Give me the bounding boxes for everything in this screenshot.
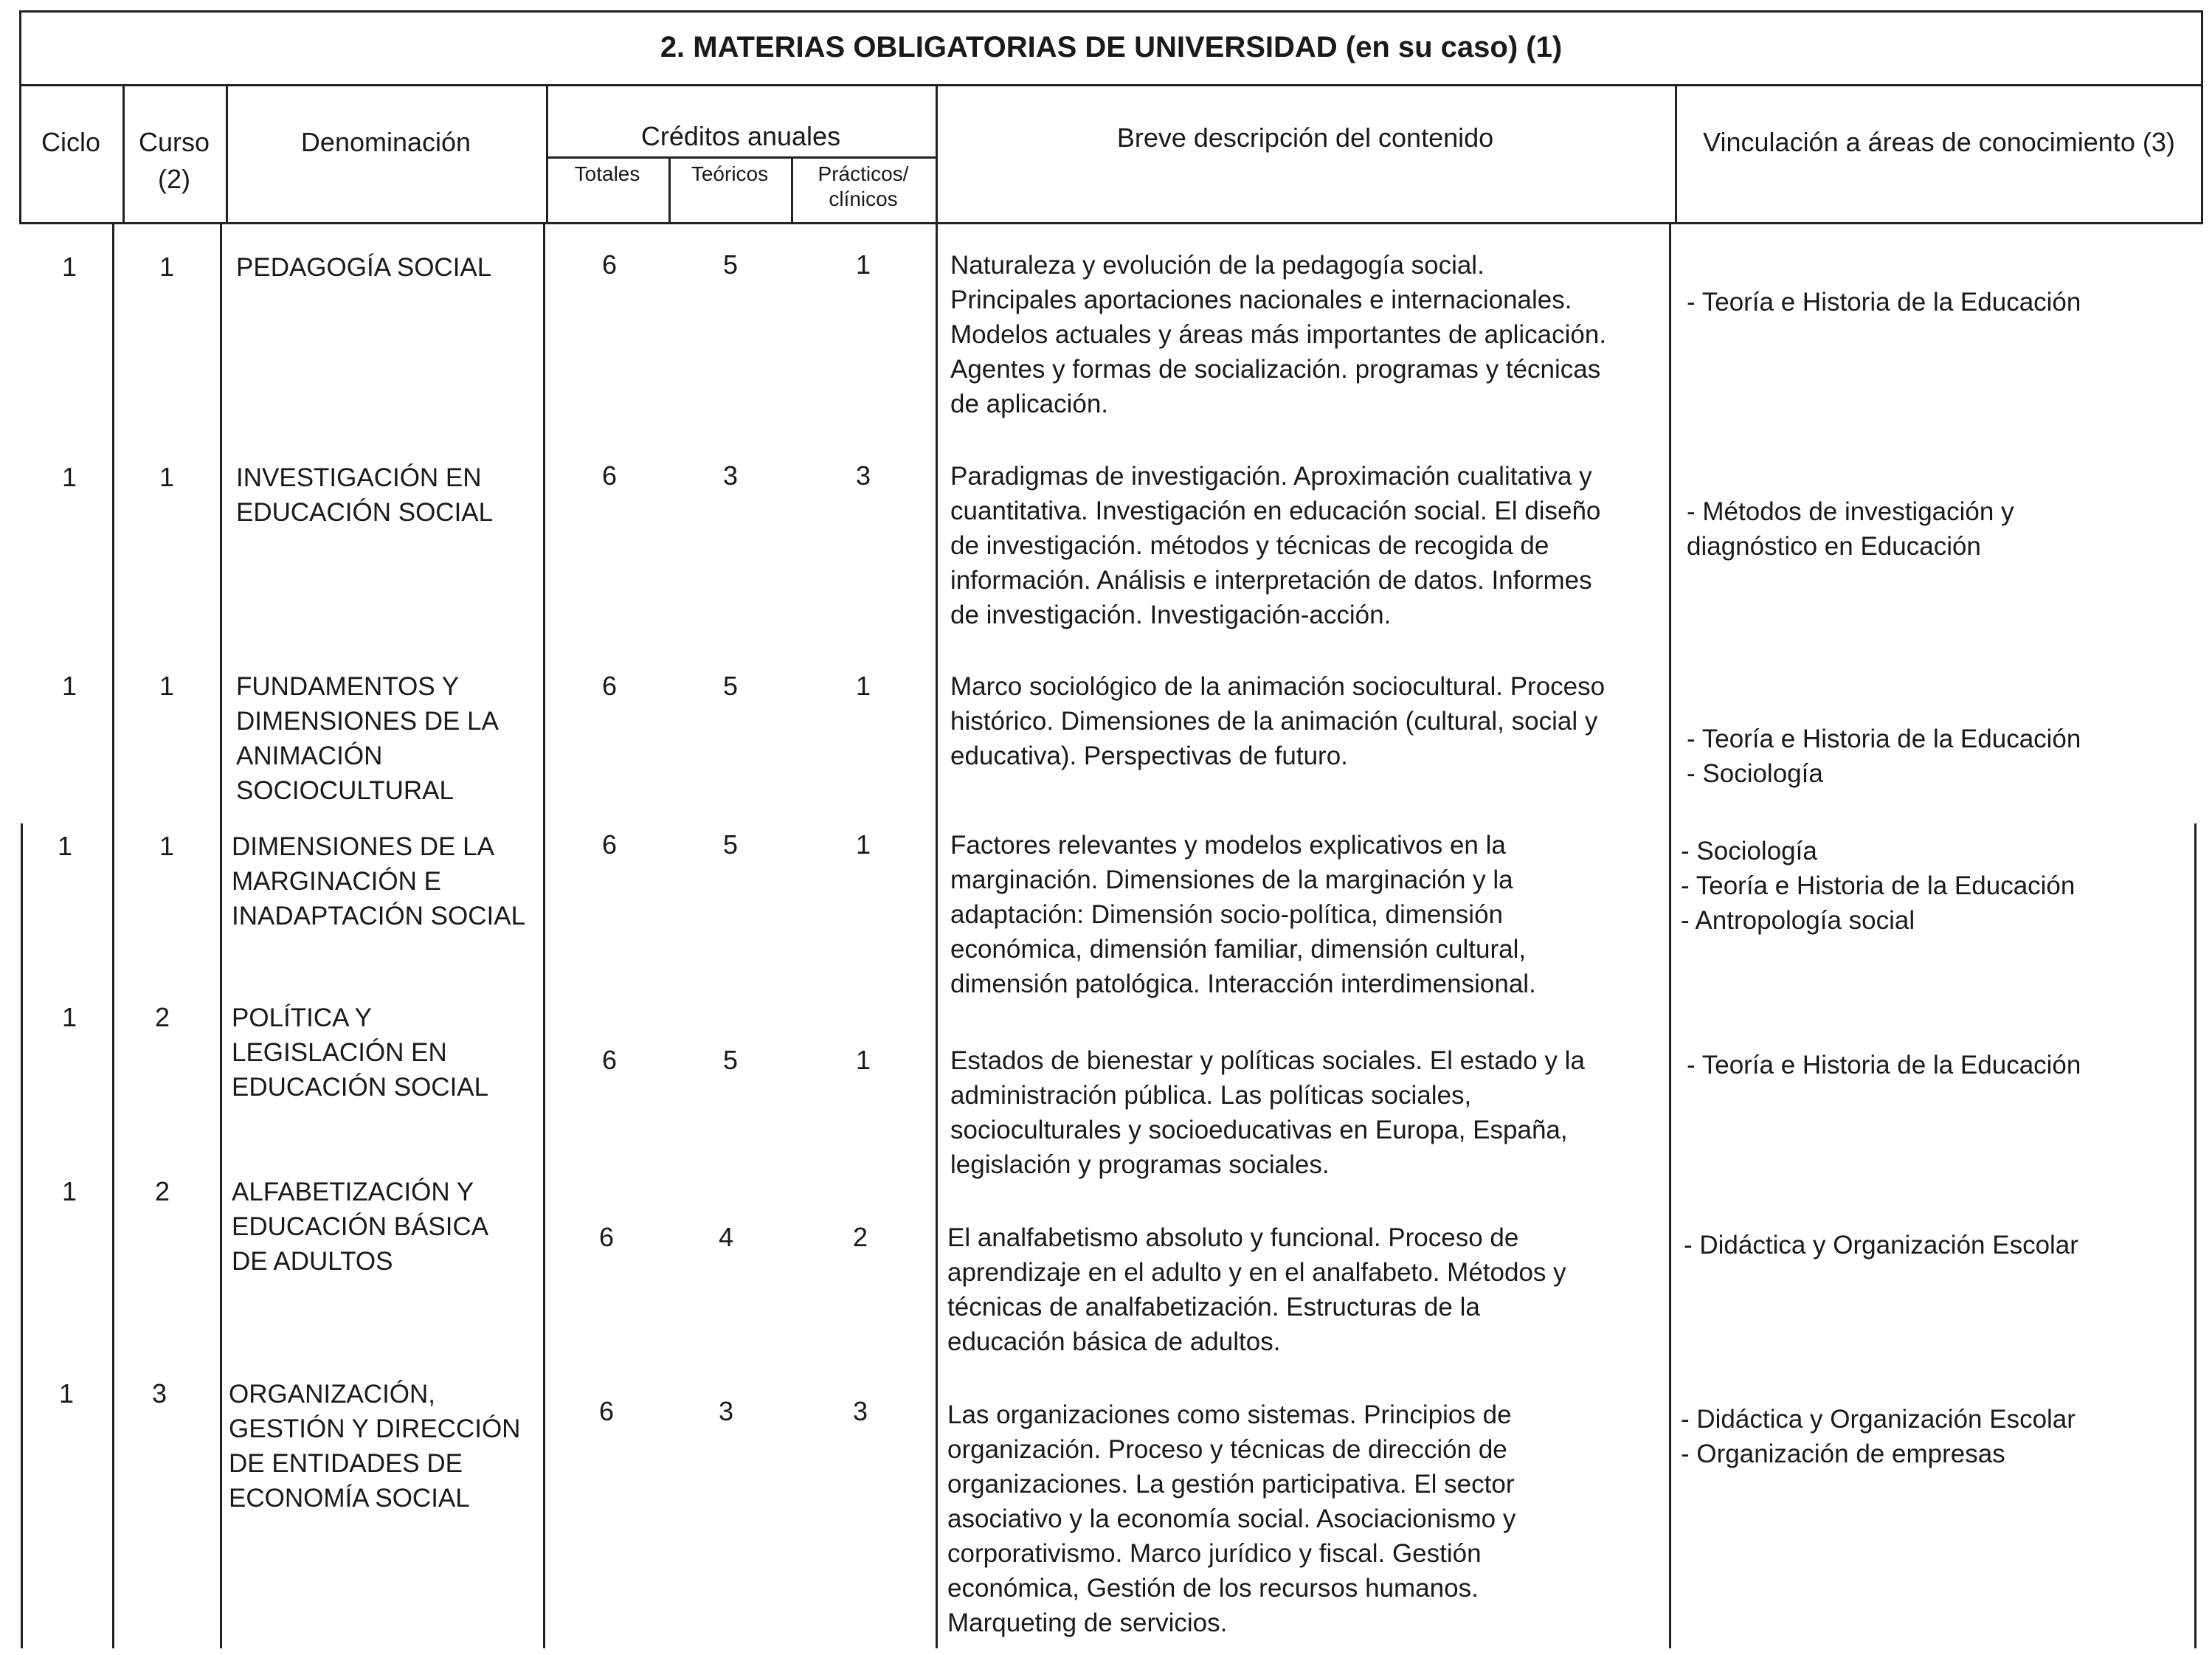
cell-teoricos: 5: [722, 671, 739, 701]
cell-practicos: 1: [855, 1045, 871, 1075]
header-teoricos: Teóricos: [691, 162, 769, 185]
cell-ciclo: 1: [61, 1002, 77, 1032]
cell-descripcion: Las organizaciones como sistemas. Principios de organización. Proceso y técnicas de dirección de organizaciones. La gestión participativa. El sector asociativo y la economía social. Asociacionismo y corporativismo. Marco jurídico y fiscal. Gestión económica, Gestión de los recursos humanos. Marqueting de servicios.: [947, 1400, 1516, 1637]
cell-denominacion: PEDAGOGÍA SOCIAL: [236, 253, 492, 282]
divider: [2194, 823, 2197, 1648]
cell-denominacion: FUNDAMENTOS Y DIMENSIONES DE LA ANIMACIÓN SOCIOCULTURAL: [236, 672, 499, 805]
cell-curso: 2: [154, 1176, 170, 1206]
divider: [19, 84, 2203, 86]
cell-totales: 6: [601, 671, 618, 701]
cell-teoricos: 4: [718, 1222, 734, 1252]
cell-vinculacion: - Teoría e Historia de la Educación: [1687, 288, 2081, 317]
header-descripcion: Breve descripción del contenido: [1116, 122, 1494, 153]
divider: [546, 84, 548, 224]
divider: [546, 156, 936, 159]
cell-denominacion: DIMENSIONES DE LA MARGINACIÓN E INADAPTACIÓN SOCIAL: [232, 832, 526, 930]
divider: [220, 224, 222, 1648]
header-curso: Curso: [138, 127, 210, 157]
header-ciclo: Ciclo: [41, 127, 100, 157]
cell-ciclo: 1: [61, 252, 77, 282]
cell-practicos: 1: [855, 671, 871, 701]
cell-vinculacion: - Métodos de investigación y diagnóstico en Educación: [1687, 497, 2014, 561]
cell-practicos: 3: [855, 460, 871, 491]
divider: [936, 224, 938, 1648]
header-vinculacion: Vinculación a áreas de conocimiento (3): [1703, 127, 2175, 157]
cell-teoricos: 5: [722, 249, 739, 280]
cell-descripcion: Estados de bienestar y políticas sociales. El estado y la administración pública. Las políticas sociales, socioculturales y socioeducativas en Europa, España, legislación y programas sociales.: [950, 1046, 1585, 1179]
cell-teoricos: 5: [722, 829, 739, 860]
cell-vinculacion: - Didáctica y Organización Escolar: [1684, 1231, 2078, 1260]
document-page: [19, 10, 2203, 1648]
page-title: 2. MATERIAS OBLIGATORIAS DE UNIVERSIDAD (en su caso) (1): [660, 30, 1563, 63]
cell-teoricos: 3: [722, 460, 739, 491]
cell-practicos: 1: [855, 249, 871, 280]
cell-vinculacion: - Sociología - Teoría e Historia de la Educación - Antropología social: [1681, 837, 2076, 935]
cell-totales: 6: [601, 829, 618, 860]
cell-vinculacion: - Teoría e Historia de la Educación - Sociología: [1687, 725, 2081, 788]
divider: [1669, 224, 1671, 1648]
header-denominacion: Denominación: [300, 127, 471, 157]
cell-ciclo: 1: [61, 1176, 77, 1206]
cell-curso: 1: [159, 462, 175, 492]
cell-practicos: 2: [852, 1222, 868, 1252]
cell-totales: 6: [598, 1396, 615, 1426]
header-practicos: Prácticos/: [818, 162, 909, 185]
cell-totales: 6: [601, 249, 618, 280]
header-clinicos: clínicos: [829, 187, 898, 210]
cell-teoricos: 5: [722, 1045, 739, 1075]
cell-curso: 2: [154, 1002, 170, 1032]
cell-ciclo: 1: [58, 1378, 75, 1409]
cell-descripcion: Factores relevantes y modelos explicativos en la marginación. Dimensiones de la marginación y la adaptación: Dimensión socio-política, dimensión económica, dimensión familiar, dimensión cultural, dimensión patológica. Interacción interdimensional.: [950, 831, 1536, 998]
header-curso-note: (2): [158, 164, 190, 194]
cell-curso: 1: [159, 671, 175, 701]
cell-totales: 6: [598, 1222, 615, 1252]
cell-descripcion: Marco sociológico de la animación sociocultural. Proceso histórico. Dimensiones de la animación (cultural, social y educativa). Perspectivas de futuro.: [950, 672, 1606, 770]
cell-curso: 3: [151, 1378, 167, 1409]
divider: [543, 224, 545, 1648]
cell-descripcion: Naturaleza y evolución de la pedagogía social. Principales aportaciones nacionales e internacionales. Modelos actuales y áreas más importantes de aplicación. Agentes y formas de socialización. programas y técnicas de aplicación.: [950, 251, 1607, 418]
cell-denominacion: POLÍTICA Y LEGISLACIÓN EN EDUCACIÓN SOCIAL: [232, 1003, 489, 1102]
divider: [112, 224, 114, 1648]
header-totales: Totales: [574, 162, 640, 185]
cell-curso: 1: [159, 831, 175, 861]
cell-ciclo: 1: [57, 831, 73, 861]
cell-denominacion: ALFABETIZACIÓN Y EDUCACIÓN BÁSICA DE ADULTOS: [232, 1178, 489, 1276]
cell-totales: 6: [601, 1045, 618, 1075]
cell-curso: 1: [159, 252, 175, 282]
cell-vinculacion: - Teoría e Historia de la Educación: [1687, 1051, 2081, 1079]
divider: [21, 823, 23, 1648]
cell-totales: 6: [601, 460, 618, 491]
cell-denominacion: INVESTIGACIÓN EN EDUCACIÓN SOCIAL: [236, 463, 494, 527]
header-creditos: Créditos anuales: [640, 121, 841, 151]
cell-denominacion: ORGANIZACIÓN, GESTIÓN Y DIRECCIÓN DE ENTIDADES DE ECONOMÍA SOCIAL: [229, 1380, 521, 1513]
cell-ciclo: 1: [61, 671, 77, 701]
cell-descripcion: Paradigmas de investigación. Aproximación cualitativa y cuantitativa. Investigación en educación social. El diseño de investigación. métodos y técnicas de recogida de información. Análisis e interpretación de datos. Informes de investigación. Investigación-acción.: [950, 462, 1601, 629]
cell-practicos: 1: [855, 829, 871, 860]
cell-descripcion: El analfabetismo absoluto y funcional. Proceso de aprendizaje en el adulto y en el analfabeto. Métodos y técnicas de analfabetización. Estructuras de la educación básica de adultos.: [947, 1223, 1566, 1356]
cell-teoricos: 3: [718, 1396, 734, 1426]
cell-practicos: 3: [852, 1396, 868, 1426]
cell-vinculacion: - Didáctica y Organización Escolar - Organización de empresas: [1681, 1405, 2076, 1468]
cell-ciclo: 1: [61, 462, 77, 492]
